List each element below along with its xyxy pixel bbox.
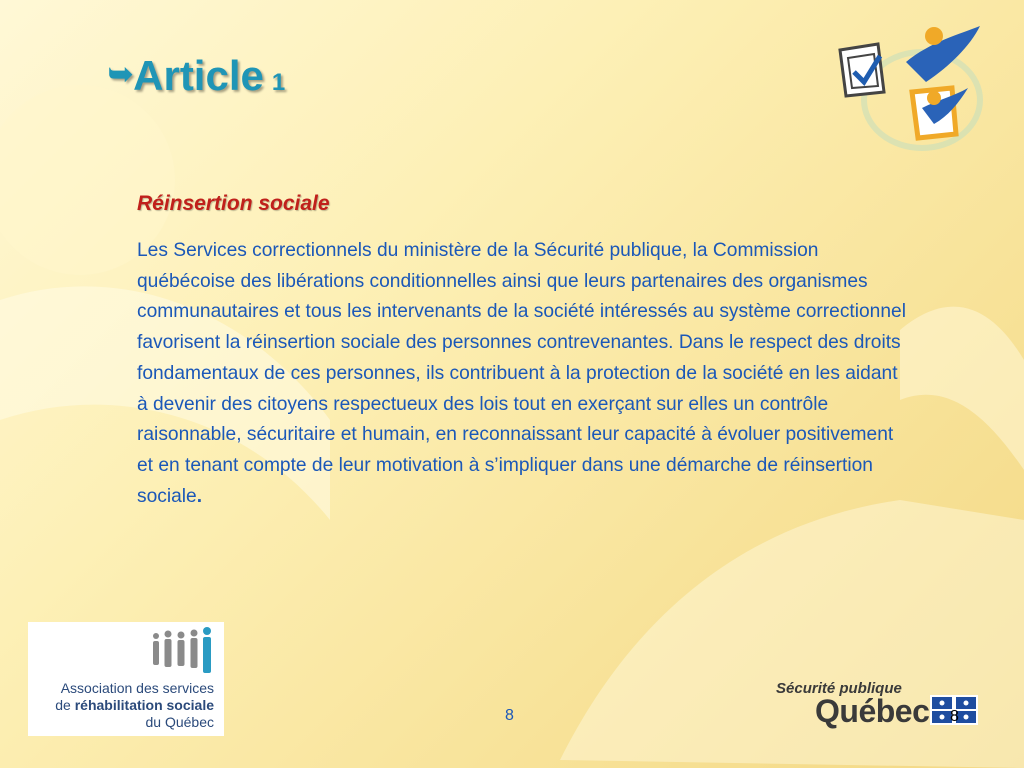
body-period: . [196, 485, 203, 507]
section-subtitle: Réinsertion sociale [137, 192, 330, 215]
association-line-3: du Québec [145, 714, 214, 730]
association-logo [28, 622, 224, 736]
title-word: Article [133, 52, 264, 99]
association-line-2 [55, 697, 214, 714]
title-number: 1 [271, 69, 286, 96]
title-arrow-icon: ➥ [108, 58, 134, 91]
ministry-name: Sécurité publique [776, 680, 902, 697]
page-number: 8 [505, 707, 514, 724]
body-paragraph [137, 236, 907, 512]
association-line-1: Association des services [60, 680, 214, 696]
people-icon [150, 626, 216, 676]
association-line-2-bold: réhabilitation sociale [74, 697, 214, 713]
slide-title [108, 52, 285, 100]
association-name [55, 680, 214, 731]
body-text: Les Services correctionnels du ministère de la Sécurité publique, la Commission québécoise des libérations conditionnelles ainsi que leurs partenaires des organismes communautaires et tous les intervenants de la société intéressés au système correctionnel favorisent la réinsertion sociale des personnes contrevenantes. Dans le respect des droits fondamentaux de ces personnes, ils contribuent à la protection de la société en les aidant à devenir des citoyens respectueux des lois tout en exerçant sur elles un contrôle raisonnable, sécuritaire et humain, en reconnaissant leur capacité à évoluer positivement et en tenant compte de leur motivation à s’impliquer dans une démarche de réinsertion sociale [137, 240, 906, 507]
page-number-right: 8 [950, 708, 959, 725]
quebec-wordmark: Québec [815, 693, 930, 729]
checkbox-people-logo [830, 22, 990, 152]
association-line-2-prefix: de [55, 697, 75, 713]
